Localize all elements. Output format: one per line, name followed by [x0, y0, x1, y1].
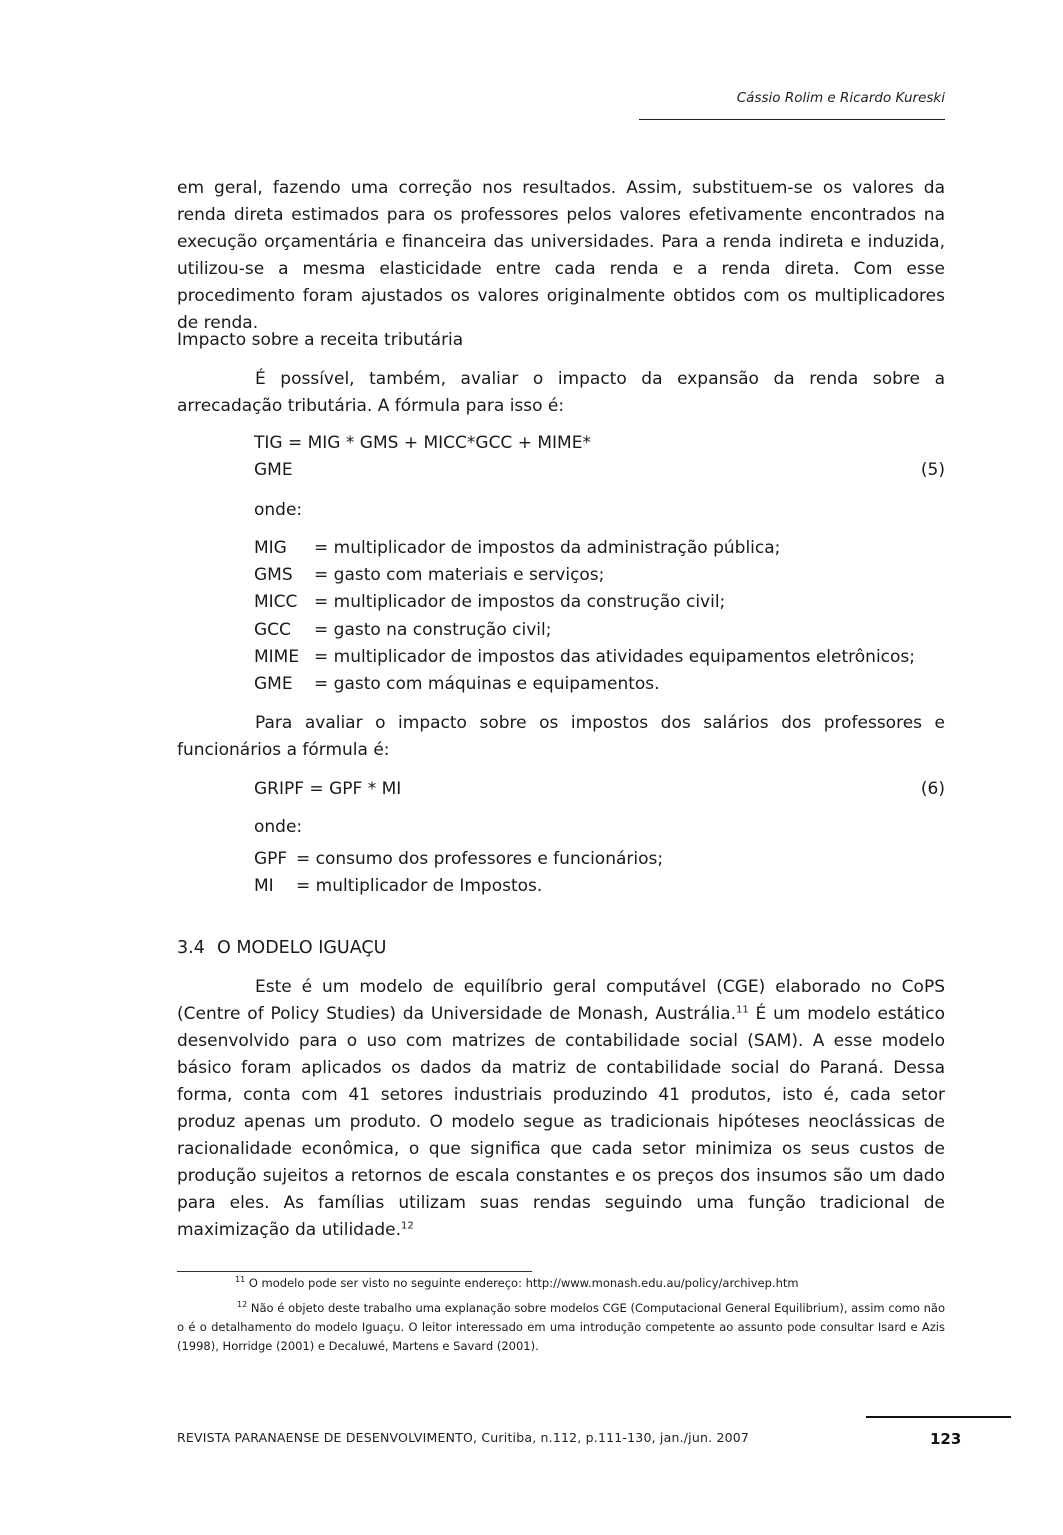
footnote-11: [177, 1274, 945, 1293]
footnote-mark: 12: [237, 1300, 248, 1310]
definition-text: = multiplicador de impostos da administração pública;: [314, 538, 781, 558]
definition-text: = gasto com materiais e serviços;: [314, 565, 605, 586]
definition-text: = multiplicador de Impostos.: [296, 876, 543, 897]
definitions-list-5: [254, 535, 915, 698]
definition-symbol: GMS: [254, 565, 293, 586]
footnote-ref-11[interactable]: 11: [735, 1004, 749, 1016]
definition-symbol: GME: [254, 674, 293, 695]
definition-symbol: MIME: [254, 646, 300, 667]
definition-text: = gasto com máquinas e equipamentos.: [314, 674, 660, 695]
definition-symbol: MIG: [254, 538, 287, 558]
definition-symbol: GCC: [254, 619, 291, 640]
definition-text: = consumo dos professores e funcionários;: [296, 849, 664, 869]
subheading: Impacto sobre a receita tributária: [177, 330, 464, 350]
definition-item: [254, 846, 663, 873]
tax-intro-paragraph: É possível, também, avaliar o impacto da expansão da renda sobre a arrecadação tributária. A fórmula para isso é:: [177, 369, 945, 416]
formula-5-line2: GME: [254, 460, 293, 480]
iguacu-text-part2: É um modelo estático desenvolvido para o uso com matrizes de contabilidade social (SAM). A esse modelo básico foram aplicados os dados da matriz de contabilidade social do Paraná. Dessa forma, conta com 41 setores industriais produzindo 41 produtos, isto é, cada setor produz apenas um produto. O modelo segue as tradicionais hipóteses neoclássicas de racionalidade econômica, o que significa que cada setor minimiza os seus custos de produção sujeitos a retornos de escala constantes e os preços dos insumos são um dado para eles. As famílias utilizam suas rendas seguindo uma função tradicional de maximização da utilidade.: [177, 1004, 946, 1240]
definition-text: = multiplicador de impostos da construção civil;: [314, 592, 726, 613]
salary-intro-paragraph: Para avaliar o impacto sobre os impostos dos salários dos professores e funcionários a fórmula é:: [177, 713, 945, 760]
intro-paragraph: em geral, fazendo uma correção nos resultados. Assim, substituem-se os valores da renda direta estimados para os professores pelos valores efetivamente encontrados na execução orçamentária e financeira das universidades. Para a renda indireta e induzida, utilizou-se a mesma elasticidade entre cada renda e a renda direta. Com esse procedimento foram ajustados os valores originalmente obtidos com os multiplicadores de renda.: [177, 178, 945, 333]
definition-item: [254, 644, 915, 671]
section-title: O MODELO IGUAÇU: [217, 938, 387, 958]
definition-symbol: MICC: [254, 592, 298, 613]
journal-citation: REVISTA PARANAENSE DE DESENVOLVIMENTO, Curitiba, n.112, p.111-130, jan./jun. 2007: [177, 1430, 750, 1445]
onde-label: onde:: [254, 817, 303, 837]
formula-5-line1: TIG = MIG * GMS + MICC*GCC + MIME*: [254, 433, 591, 453]
definition-item: [254, 617, 915, 644]
page-number: 123: [930, 1430, 962, 1448]
section-heading: [177, 935, 945, 962]
running-header-authors: Cássio Rolim e Ricardo Kureski: [736, 90, 945, 106]
formula-5-number: (5): [920, 460, 945, 480]
formula-6-line1: GRIPF = GPF * MI: [254, 779, 402, 799]
definition-item: [254, 535, 915, 562]
footnote-12: [177, 1299, 945, 1356]
formula-6-number: (6): [920, 779, 945, 799]
definition-symbol: GPF: [254, 849, 288, 869]
footer-rule: [866, 1416, 1011, 1418]
formula-5: [254, 430, 945, 484]
section-number: 3.4: [177, 938, 205, 958]
footnote-text: Não é objeto deste trabalho uma explanação sobre modelos CGE (Computacional General Equilibrium), assim como não o é o detalhamento do modelo Iguaçu. O leitor interessado em uma introdução competente ao assunto pode consultar Isard e Azis (1998), Horridge (2001) e Decaluwé, Martens e Savard (2001).: [177, 1301, 946, 1353]
definition-symbol: MI: [254, 876, 274, 897]
footnote-text: O modelo pode ser visto no seguinte endereço: http://www.monash.edu.au/policy/archivep.htm: [248, 1276, 799, 1290]
onde-label: onde:: [254, 500, 303, 520]
definition-item: [254, 589, 915, 616]
definition-item: [254, 671, 915, 698]
definition-item: [254, 562, 915, 589]
definition-text: = gasto na construção civil;: [314, 619, 552, 640]
footnote-rule: [177, 1271, 532, 1272]
footnote-mark: 11: [235, 1275, 246, 1285]
formula-6: [254, 776, 945, 803]
header-rule: [639, 119, 945, 120]
definition-item: [254, 873, 663, 900]
definition-text: = multiplicador de impostos das atividades equipamentos eletrônicos;: [314, 646, 916, 667]
iguacu-text-part1: Este é um modelo de equilíbrio geral computável (CGE) elaborado no CoPS (Centre of Policy Studies) da Universidade de Monash, Austrália.: [177, 977, 945, 1024]
definitions-list-6: [254, 846, 663, 900]
iguacu-paragraph: [177, 974, 945, 1244]
footnote-ref-12[interactable]: 12: [401, 1220, 414, 1232]
